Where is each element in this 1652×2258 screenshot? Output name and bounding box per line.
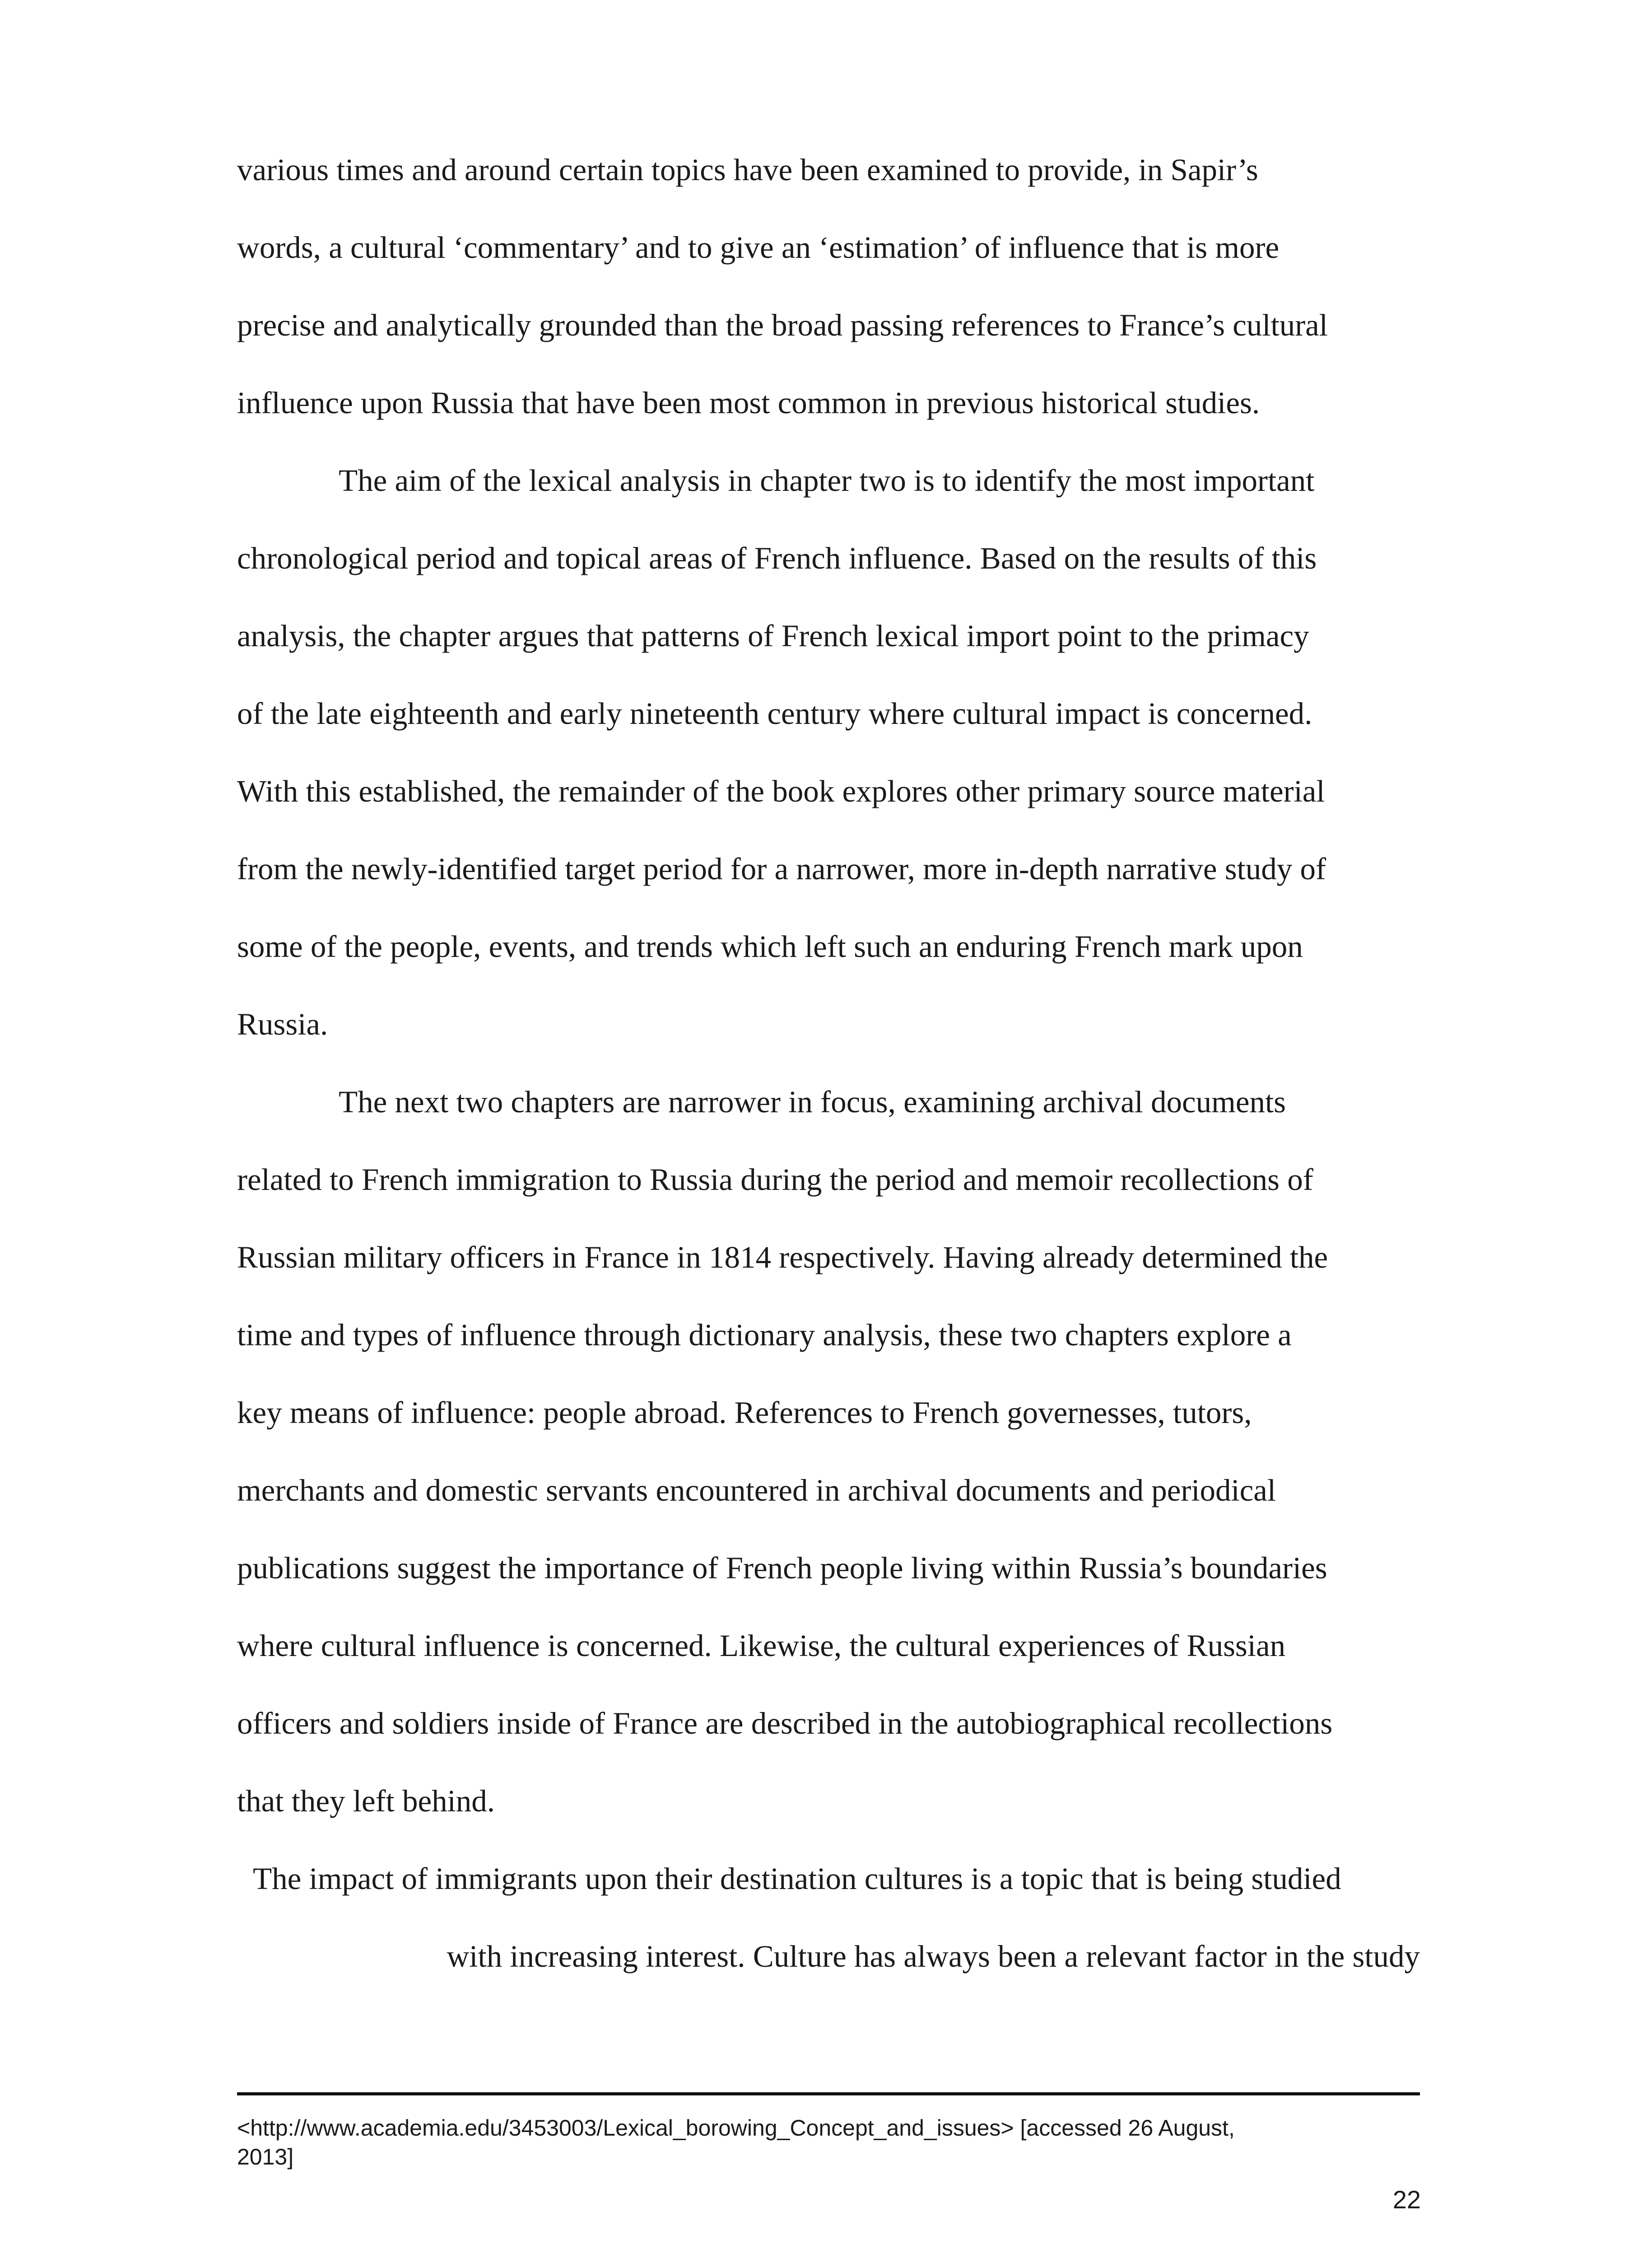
- text-line: influence upon Russia that have been most common in previous historical studies.: [237, 386, 1260, 420]
- text-line: Russian military officers in France in 1814 respectively. Having already determined the: [237, 1240, 1328, 1274]
- text-line: various times and around certain topics have been examined to provide, in Sapir’s: [237, 153, 1258, 187]
- text-line: publications suggest the importance of French people living within Russia’s boundaries: [237, 1551, 1327, 1585]
- paragraph-start-line: The next two chapters are narrower in focus, examining archival documents: [339, 1085, 1286, 1119]
- text-line: analysis, the chapter argues that patterns of French lexical import point to the primacy: [237, 619, 1309, 653]
- paragraph-start-line: The impact of immigrants upon their destination cultures is a topic that is being studied: [253, 1861, 1341, 1896]
- text-line: some of the people, events, and trends which left such an enduring French mark upon: [237, 929, 1303, 964]
- page-number: 22: [1392, 2185, 1421, 2214]
- footnote: [237, 2113, 1420, 2171]
- text-line: where cultural influence is concerned. Likewise, the cultural experiences of Russian: [237, 1628, 1286, 1663]
- footnote-line: <http://www.academia.edu/3453003/Lexical_borowing_Concept_and_issues> [accessed 26 August,: [237, 2115, 1235, 2141]
- footnote-line: 2013]: [237, 2144, 294, 2169]
- text-line: of the late eighteenth and early nineteenth century where cultural impact is concerned.: [237, 696, 1312, 731]
- text-line: officers and soldiers inside of France are described in the autobiographical recollections: [237, 1706, 1333, 1740]
- text-line: that they left behind.: [237, 1784, 495, 1818]
- text-line: key means of influence: people abroad. References to French governesses, tutors,: [237, 1395, 1252, 1430]
- text-line: With this established, the remainder of the book explores other primary source material: [237, 774, 1325, 808]
- footnote-separator: [237, 2092, 1420, 2095]
- text-line: with increasing interest. Culture has always been a relevant factor in the study: [447, 1939, 1420, 1973]
- text-line: related to French immigration to Russia during the period and memoir recollections of: [237, 1162, 1313, 1197]
- paragraph-start-line: The aim of the lexical analysis in chapter two is to identify the most important: [339, 463, 1315, 498]
- text-line: precise and analytically grounded than the broad passing references to France’s cultural: [237, 308, 1328, 342]
- text-line: time and types of influence through dictionary analysis, these two chapters explore a: [237, 1318, 1292, 1352]
- text-line: from the newly-identified target period for a narrower, more in-depth narrative study of: [237, 852, 1326, 886]
- body-text: [237, 149, 1420, 2013]
- text-line: words, a cultural ‘commentary’ and to give an ‘estimation’ of influence that is more: [237, 230, 1280, 265]
- text-line: chronological period and topical areas of French influence. Based on the results of this: [237, 541, 1317, 575]
- text-line: merchants and domestic servants encountered in archival documents and periodical: [237, 1473, 1276, 1507]
- text-line: Russia.: [237, 1007, 328, 1041]
